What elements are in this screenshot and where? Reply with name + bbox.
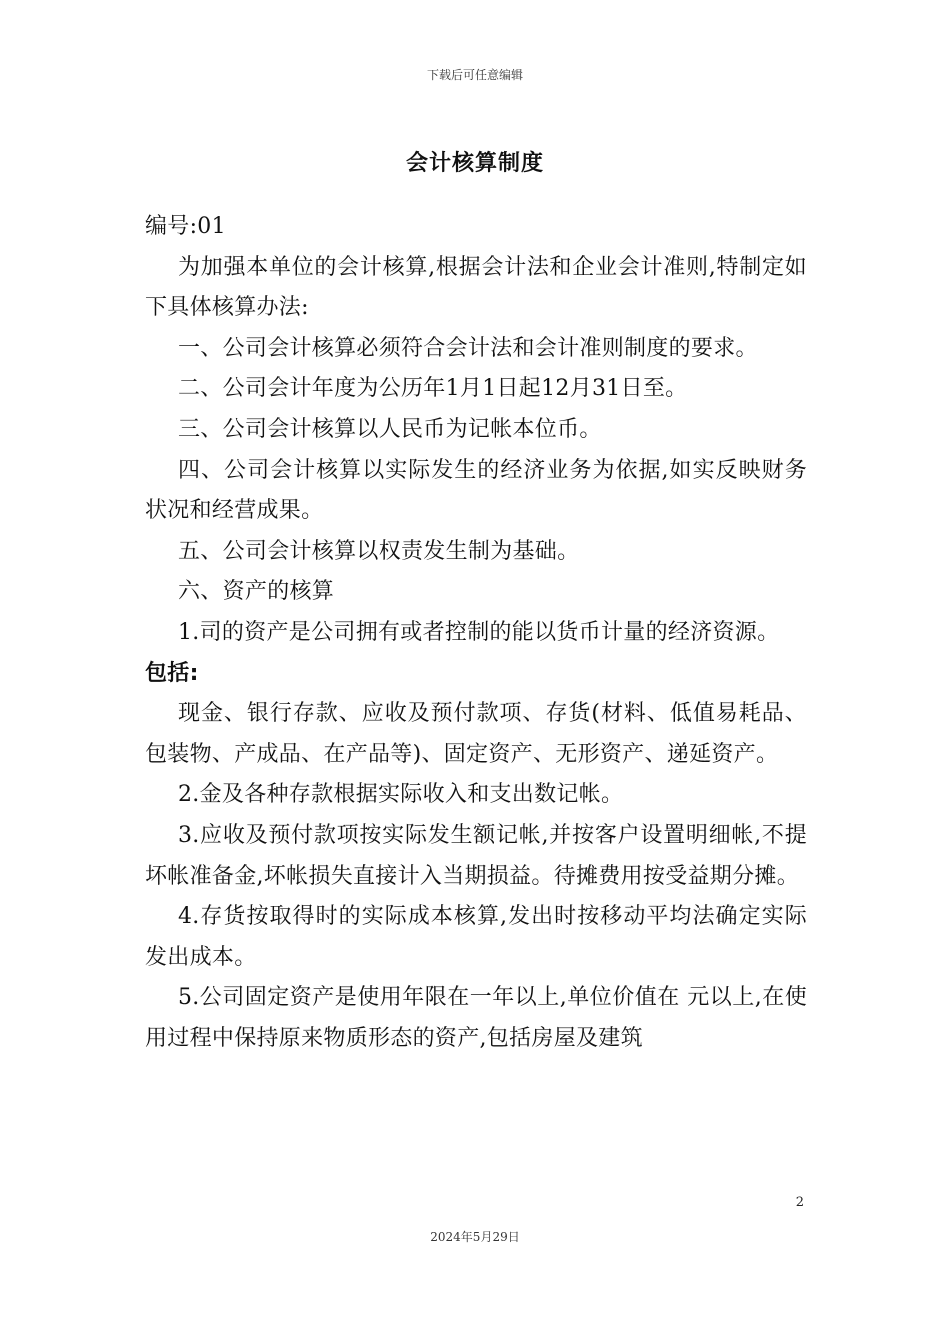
paragraph-item-1: 一、公司会计核算必须符合会计法和会计准则制度的要求。	[178, 335, 758, 361]
page-header-note: 下载后可任意编辑	[426, 68, 523, 82]
page-footer-date: 2024年5月29日	[430, 1230, 520, 1244]
paragraph-asset-4: 4.存货按取得时的实际成本核算,发出时按移动平均法确定实际发出成本。	[145, 904, 807, 970]
paragraph-asset-3: 3.应收及预付款项按实际发生额记帐,并按客户设置明细帐,不提坏帐准备金,坏帐损失直接计入当期损益。待摊费用按受益期分摊。	[145, 822, 807, 889]
label-include: 包括:	[145, 660, 199, 686]
paragraph-item-5: 五、公司会计核算以权责发生制为基础。	[178, 538, 580, 564]
serial-number: 编号:01	[145, 214, 226, 239]
document-title: 会计核算制度	[405, 151, 544, 176]
page-number: 2	[795, 1195, 804, 1210]
document-body	[145, 207, 807, 1059]
paragraph-intro: 为加强本单位的会计核算,根据会计法和企业会计准则,特制定如下具体核算办法:	[145, 254, 807, 321]
paragraph-item-3: 三、公司会计核算以人民币为记帐本位币。	[178, 416, 602, 442]
paragraph-asset-2: 2.金及各种存款根据实际收入和支出数记帐。	[178, 782, 624, 808]
paragraph-asset-list: 现金、银行存款、应收及预付款项、存货(材料、低值易耗品、包装物、产成品、在产品等)、固定资产、无形资产、递延资产。	[145, 701, 807, 767]
paragraph-item-4: 四、公司会计核算以实际发生的经济业务为依据,如实反映财务状况和经营成果。	[145, 457, 807, 524]
paragraph-asset-5: 5.公司固定资产是使用年限在一年以上,单位价值在 元以上,在使用过程中保持原来物质形态的资产,包括房屋及建筑	[145, 985, 807, 1051]
paragraph-item-6: 六、资产的核算	[178, 579, 335, 605]
paragraph-item-2: 二、公司会计年度为公历年1月1日起12月31日至。	[178, 376, 688, 402]
paragraph-asset-1: 1.司的资产是公司拥有或者控制的能以货币计量的经济资源。	[178, 619, 780, 645]
